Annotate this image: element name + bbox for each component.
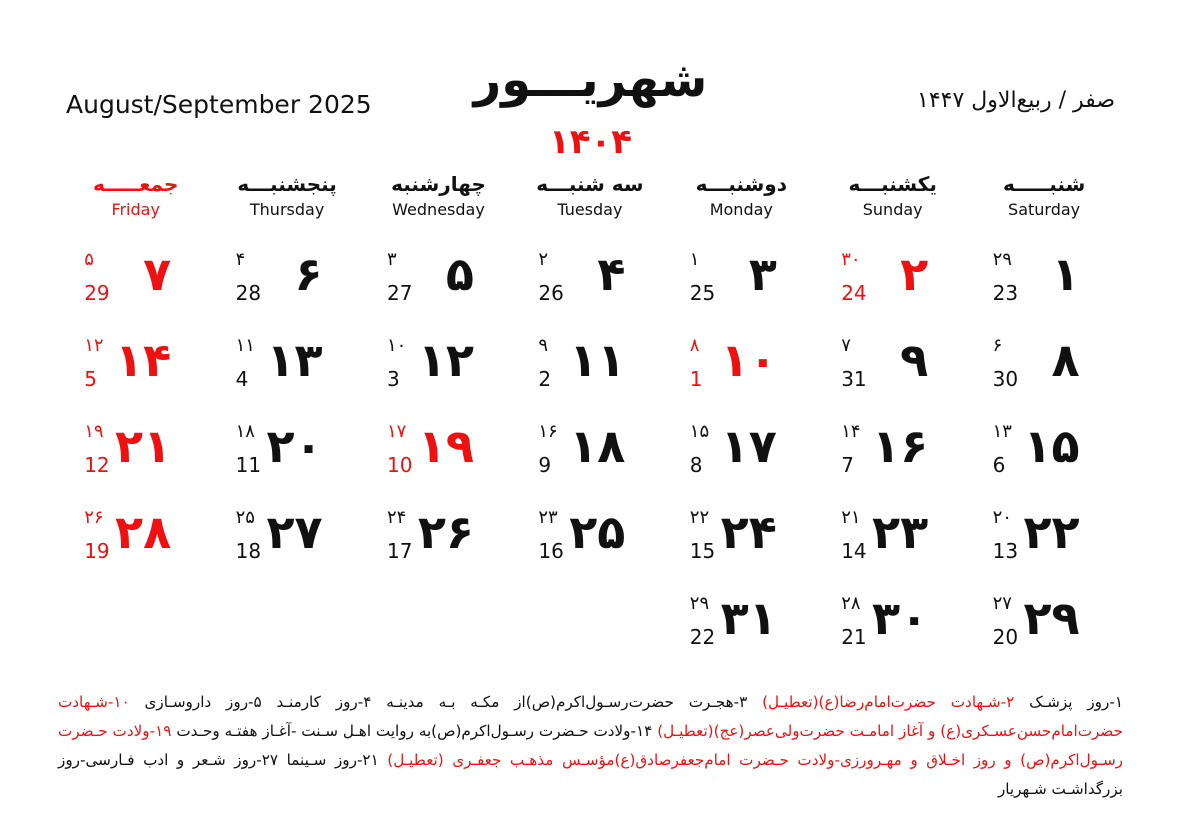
day-cell[interactable]	[514, 503, 665, 589]
day-cell[interactable]	[666, 331, 817, 417]
hijri-date: ۲۱	[841, 507, 861, 528]
hijri-date: ۵	[84, 249, 94, 270]
weekday-en-label: Tuesday	[557, 200, 623, 219]
gregorian-date: 11	[235, 453, 262, 477]
day-number: ۱۷	[720, 419, 777, 473]
day-cell[interactable]	[969, 417, 1120, 503]
gregorian-date: 21	[841, 625, 867, 649]
hijri-date: ۱	[689, 249, 700, 270]
hijri-date: ۲۶	[84, 507, 104, 528]
gregorian-date: 22	[689, 625, 716, 649]
day-number: ۱۸	[569, 419, 626, 473]
hijri-date: ۱۹	[84, 421, 104, 442]
hijri-date: ۱۲	[84, 335, 104, 356]
gregorian-date: 2	[538, 367, 552, 391]
gregorian-date: 19	[84, 539, 110, 563]
hijri-date: ۹	[538, 335, 549, 356]
weekday-en-label: Saturday	[1008, 200, 1081, 219]
hijri-date: ۸	[689, 335, 700, 356]
events-list	[58, 688, 1123, 804]
hijri-date: ۲۵	[235, 507, 255, 528]
day-cell[interactable]	[817, 245, 968, 331]
day-number: ۵	[445, 247, 474, 301]
hijri-date: ۶	[992, 335, 1003, 356]
day-number: ۲۳	[872, 505, 929, 559]
day-number: ۳۱	[720, 591, 777, 645]
gregorian-date: 13	[992, 539, 1019, 563]
weekday-fa-label: دوشنبـــه	[695, 172, 787, 196]
event-text: ۳-هجـرت حضرت‌رسـول‌اکرم(ص)از مکـه بـه مدینـه ۴-روز کارمنـد ۵-روز داروسـازی	[129, 693, 748, 711]
day-cell[interactable]	[60, 331, 211, 417]
gregorian-date: 3	[387, 367, 400, 391]
day-cell[interactable]	[969, 245, 1120, 331]
day-number: ۱۵	[1023, 419, 1080, 473]
gregorian-date: 30	[992, 367, 1019, 391]
day-cell[interactable]	[969, 331, 1120, 417]
gregorian-date: 27	[387, 281, 413, 305]
day-cell[interactable]	[212, 503, 363, 589]
gregorian-date: 7	[841, 453, 854, 477]
gregorian-date: 14	[841, 539, 867, 563]
gregorian-date: 10	[387, 453, 413, 477]
gregorian-date: 26	[538, 281, 564, 305]
day-cell[interactable]	[666, 503, 817, 589]
weekday-fa-label: پنجشنبـــه	[237, 172, 337, 196]
day-cell[interactable]	[60, 245, 211, 331]
day-number: ۲۱	[115, 419, 172, 473]
day-number: ۷	[143, 247, 172, 301]
weekday-fa-label: یکشنبـــه	[848, 172, 937, 196]
event-text: ۱۰-شـهادت حضرت‌امام‌حسن‌عسـکری(ع)	[58, 693, 1123, 740]
weekday-fa-label: چهارشنبه	[391, 172, 486, 196]
weekday-en-label: Friday	[111, 200, 160, 219]
hijri-date: ۲۹	[992, 249, 1012, 270]
month-title: شهریـــور	[473, 52, 708, 108]
hijri-date: ۱۵	[689, 421, 710, 442]
weekday-en-label: Monday	[709, 200, 773, 219]
gregorian-date: 6	[992, 453, 1006, 477]
gregorian-date: 5	[84, 367, 97, 391]
day-number: ۲۸	[115, 505, 172, 559]
hijri-date: ۱۸	[235, 421, 255, 442]
day-number: ۲۹	[1023, 591, 1080, 645]
day-cell[interactable]	[514, 245, 665, 331]
day-cell[interactable]	[969, 503, 1120, 589]
day-number: ۳	[748, 247, 777, 301]
day-cell[interactable]	[817, 417, 968, 503]
hijri-date: ۱۷	[387, 421, 407, 442]
calendar-grid	[60, 245, 1120, 665]
hijri-date: ۲۹	[689, 593, 710, 614]
gregorian-date: 29	[84, 281, 110, 305]
weekday-thursday	[212, 172, 363, 219]
hijri-date: ۱۰	[387, 335, 407, 356]
gregorian-date: 20	[992, 625, 1019, 649]
weekday-friday	[60, 172, 211, 219]
day-cell[interactable]	[969, 589, 1120, 675]
day-number: ۳۰	[872, 591, 929, 645]
gregorian-date: 9	[538, 453, 552, 477]
day-cell[interactable]	[363, 331, 514, 417]
gregorian-date: 4	[235, 367, 249, 391]
weekday-en-label: Sunday	[862, 200, 923, 219]
weekday-en-label: Wednesday	[392, 200, 485, 219]
weekday-fa-label: شنبـــــه	[1002, 172, 1086, 196]
hijri-date: ۷	[841, 335, 851, 356]
day-number: ۹	[900, 333, 929, 387]
day-number: ۲۴	[720, 505, 777, 559]
weekday-saturday	[969, 172, 1120, 219]
hijri-date: ۲۲	[689, 507, 710, 528]
gregorian-date: 15	[689, 539, 716, 563]
event-text: ۱۴-ولادت حـضرت رسـول‌اکرم(ص)به روایت اهـل سـنت -آغـاز هفتـه وحـدت	[171, 722, 653, 740]
hijri-date: ۱۶	[538, 421, 558, 442]
day-cell[interactable]	[212, 331, 363, 417]
gregorian-date: 18	[235, 539, 262, 563]
day-number: ۱۳	[266, 333, 323, 387]
event-text: ۱۹-ولادت حـضرت رسـول‌اکرم(ص) و روز اخـلاق و مهـرورزی-ولادت حـضرت امام‌جعفرصادق(ع)مؤسـس مذهـب جعفـری (تعطیـل)	[58, 722, 1124, 769]
hijri-date: ۳	[387, 249, 397, 270]
weekday-sunday	[817, 172, 968, 219]
day-number: ۲۲	[1023, 505, 1080, 559]
hijri-date: ۲	[538, 249, 549, 270]
gregorian-date: 24	[841, 281, 867, 305]
gregorian-month-label: August/September 2025	[66, 90, 372, 119]
day-cell[interactable]	[666, 245, 817, 331]
day-cell[interactable]	[666, 417, 817, 503]
gregorian-date: 31	[841, 367, 867, 391]
day-cell[interactable]	[514, 417, 665, 503]
hijri-date: ۴	[235, 249, 246, 270]
weekday-wednesday	[363, 172, 514, 219]
weekday-monday	[666, 172, 817, 219]
gregorian-date: 1	[689, 367, 703, 391]
year-title: ۱۴۰۴	[548, 122, 632, 162]
day-cell[interactable]	[212, 417, 363, 503]
day-cell[interactable]	[514, 331, 665, 417]
hijri-date: ۲۰	[992, 507, 1012, 528]
day-number: ۶	[294, 247, 323, 301]
hijri-date: ۱۱	[235, 335, 255, 356]
weekday-header	[60, 172, 1120, 232]
event-text: ۱-روز پزشـک	[1014, 693, 1123, 711]
weekday-fa-label: جمعـــــه	[92, 172, 179, 196]
hijri-date: ۲۷	[992, 593, 1012, 614]
hijri-date: ۲۳	[538, 507, 558, 528]
weekday-fa-label: سه شنبـــه	[536, 172, 644, 196]
day-number: ۱۲	[417, 333, 474, 387]
day-number: ۱۴	[115, 333, 172, 387]
hijri-date: ۱۳	[992, 421, 1012, 442]
day-cell[interactable]	[817, 503, 968, 589]
day-cell[interactable]	[666, 589, 817, 675]
gregorian-date: 23	[992, 281, 1019, 305]
day-cell[interactable]	[60, 503, 211, 589]
day-cell[interactable]	[363, 503, 514, 589]
hijri-date: ۲۴	[387, 507, 407, 528]
day-number: ۲۵	[569, 505, 626, 559]
day-number: ۱۶	[872, 419, 929, 473]
day-number: ۱	[1051, 247, 1080, 301]
event-text: و آغاز امامـت حضرت‌ولی‌عصر(عج)(تعطیـل)	[652, 722, 941, 740]
hijri-date: ۱۴	[841, 421, 861, 442]
hijri-month-label: صفر / ربیع‌الاول ۱۴۴۷	[917, 88, 1115, 113]
day-cell[interactable]	[212, 245, 363, 331]
gregorian-date: 28	[235, 281, 262, 305]
day-number: ۱۱	[569, 333, 626, 387]
day-cell[interactable]	[363, 245, 514, 331]
day-number: ۲	[900, 247, 929, 301]
event-text: ۲۱-روز سـینما ۲۷-روز شـعر و ادب فـارسی-روز بزرگداشـت شـهریار	[58, 751, 1123, 798]
gregorian-date: 8	[689, 453, 703, 477]
gregorian-date: 17	[387, 539, 413, 563]
event-text: ۲-شـهادت حضرت‌امام‌رضا(ع)(تعطیـل)	[747, 693, 1015, 711]
hijri-date: ۳۰	[841, 249, 861, 270]
day-number: ۱۰	[720, 333, 777, 387]
day-cell[interactable]	[817, 589, 968, 675]
weekday-en-label: Thursday	[249, 200, 325, 219]
gregorian-date: 12	[84, 453, 110, 477]
day-number: ۴	[597, 247, 626, 301]
day-number: ۱۹	[417, 419, 474, 473]
day-number: ۲۰	[266, 419, 323, 473]
day-number: ۲۶	[417, 505, 474, 559]
day-number: ۸	[1051, 333, 1080, 387]
gregorian-date: 16	[538, 539, 564, 563]
hijri-date: ۲۸	[841, 593, 861, 614]
gregorian-date: 25	[689, 281, 716, 305]
day-number: ۲۷	[266, 505, 323, 559]
day-cell[interactable]	[817, 331, 968, 417]
weekday-tuesday	[514, 172, 665, 219]
day-cell[interactable]	[60, 417, 211, 503]
day-cell[interactable]	[363, 417, 514, 503]
